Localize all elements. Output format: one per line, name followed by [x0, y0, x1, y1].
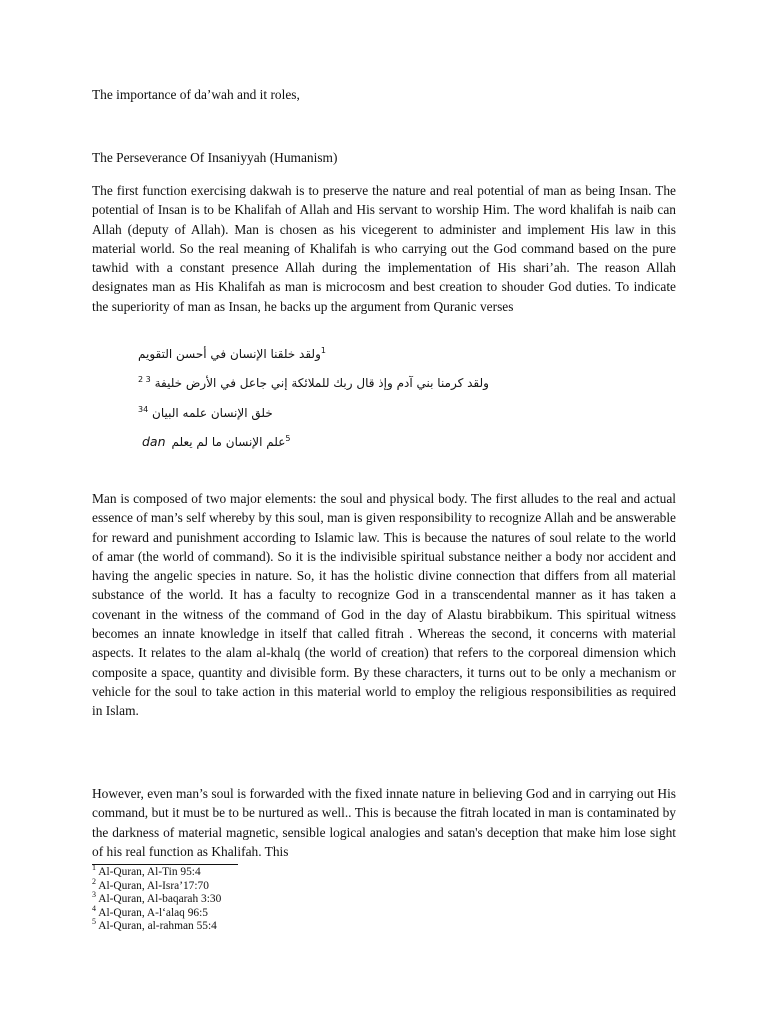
paragraph-1: The first function exercising dakwah is to preserve the nature and real potential of man as being Insan. The potential of Insan is to be Khalifah of Allah and His servant to worship Him. The word khalifah is naib can Allah (deputy of Allah). Man is chosen as his vicegerent to administer and implement His law in this material world. So the real meaning of Khalifah is who carrying out the God command based on the pure tawhid with a constant presence Allah during the implementation of His shari’ah. The reason Allah designates man as His Khalifah as man is microcosm and best creation to shouder God duties. To indicate the superiority of man as Insan, he backs up the argument from Quranic verses — [92, 183, 676, 314]
footnote-separator — [92, 864, 238, 865]
verse-text: ولقد كرمنا بني آدم وإذ قال ربك للملائكة إني جاعل في الأرض خليفة — [154, 376, 489, 390]
verse-3 — [138, 404, 448, 422]
verse-ref: 5 — [285, 434, 291, 443]
footnote-text: Al-Quran, Al-Tin 95:4 — [98, 866, 201, 878]
verse-ref: 2 3 — [138, 375, 151, 384]
footnote-number: 5 — [92, 917, 96, 927]
footnote-4 — [92, 903, 221, 921]
verse-4 — [142, 433, 452, 451]
document-heading: The importance of da’wah and it roles, — [92, 87, 300, 102]
footnote-1 — [92, 863, 221, 880]
footnote-3 — [92, 890, 222, 907]
footnote-text: Al-Quran, Al-Isra’17:70 — [98, 879, 209, 892]
verse-1 — [138, 345, 448, 363]
verse-ref: 1 — [320, 346, 326, 355]
footnote-number: 4 — [92, 903, 96, 913]
verse-prefix: dan — [142, 434, 166, 449]
footnote-5 — [92, 917, 221, 934]
paragraph-2: Man is composed of two major elements: the soul and physical body. The first alludes to the real and actual essence of man’s self whereby by this soul, man is given responsibility to recognize Allah and be answerable for reward and punishment according to Islamic law. This is because the natures of soul relate to the world of amar (the world of command). So it is the indivisible spiritual substance neither a body nor accident and having the angelic species in nature. So, it has the holistic divine connection that differs from all material substance of the world. It has a faculty to recognize God in a transcendental manner as it has taken a covenant in the witness of the command of God in the day of Alastu birabbikum. This spiritual witness becomes an innate knowledge in itself that called fitrah . Whereas the second, it concerns with material aspects. It relates to the alam al-khalq (the world of creation) that refers to the corporeal dimension which composite a space, quantity and divisible form. By these characters, it turns out to be only a mechanism or vehicle for the soul to take action in this material world to employ the religious responsibilities as required in Islam. — [92, 491, 676, 719]
footnotes — [92, 863, 222, 934]
footnote-number: 2 — [92, 876, 96, 886]
footnote-text: Al-Quran, Al-baqarah 3:30 — [98, 893, 222, 905]
verse-text: خلق الإنسان علمه البيان — [152, 406, 273, 420]
verse-2 — [138, 374, 489, 392]
footnote-number: 1 — [92, 863, 96, 873]
section-subheading: The Perseverance Of Insaniyyah (Humanism) — [92, 150, 338, 165]
verse-text: علم الإنسان ما لم يعلم — [171, 435, 286, 449]
footnote-text: Al-Quran, al-rahman 55:4 — [98, 920, 217, 932]
verse-ref: 34 — [138, 405, 149, 414]
verse-text: ولقد خلقنا الإنسان في أحسن التقويم — [138, 347, 321, 361]
paragraph-3: However, even man’s soul is forwarded with the fixed innate nature in believing God and in carrying out His command, but it must be to be nurtured as well.. This is because the fitrah located in man is contaminated by the darkness of material magnetic, sensible logical analogies and satan's deception that make him lose sight of his real function as Khalifah. This — [92, 786, 676, 859]
footnote-2 — [92, 876, 221, 894]
footnote-text: Al-Quran, A-l‘alaq 96:5 — [98, 906, 208, 919]
footnote-number: 3 — [92, 890, 96, 900]
